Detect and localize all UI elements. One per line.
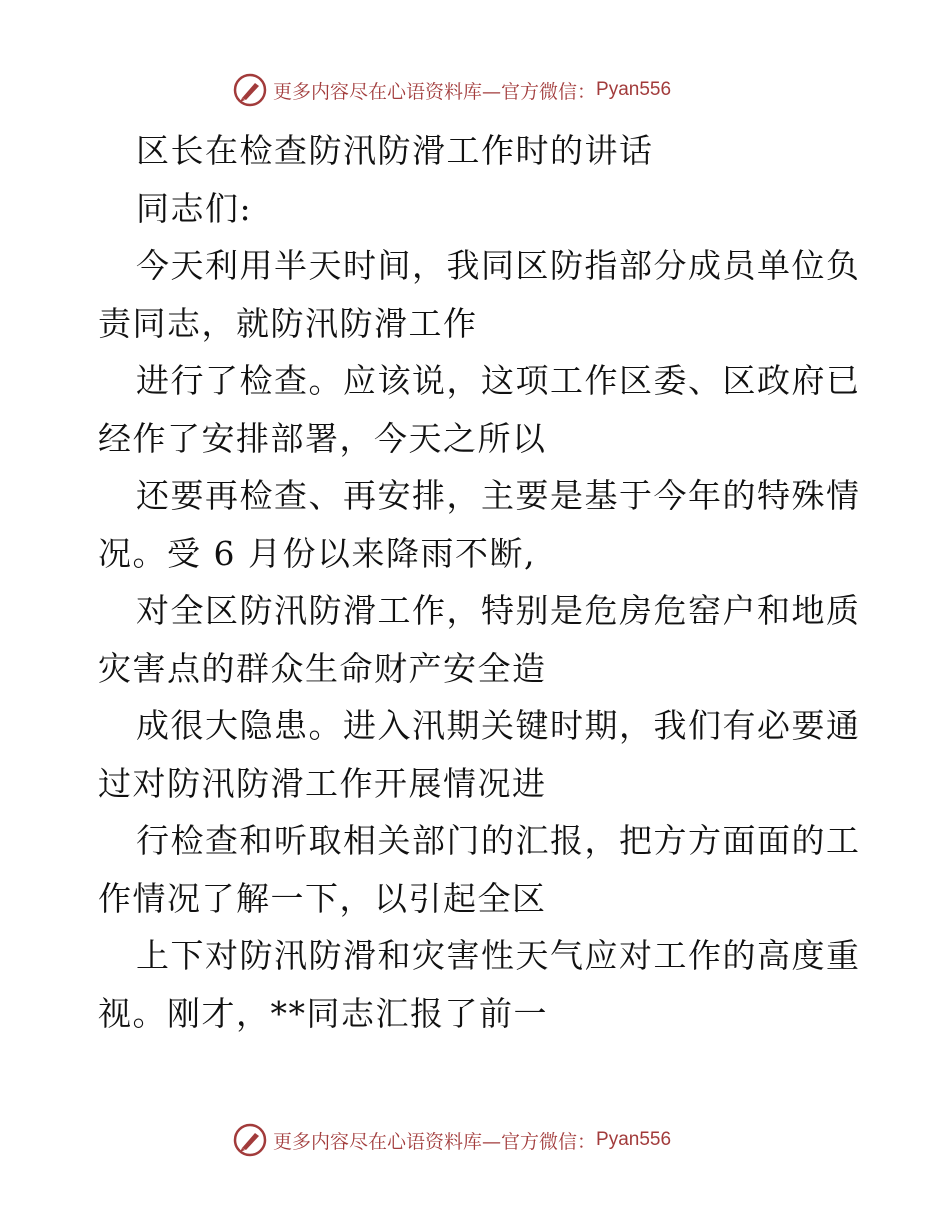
watermark-wechat-id: Pyan556 bbox=[596, 1129, 672, 1150]
paragraph-line: 视。刚才，**同志汇报了前一 bbox=[98, 993, 548, 1033]
paragraph-line: 还要再检查、再安排，主要是基于今年的特殊情 bbox=[136, 476, 861, 515]
paragraph-line: 上下对防汛防滑和灾害性天气应对工作的高度重 bbox=[136, 936, 861, 975]
paragraph-line: 灾害点的群众生命财产安全造 bbox=[98, 648, 547, 688]
pen-logo-icon bbox=[233, 1123, 267, 1157]
paragraph-line: 对全区防汛防滑工作，特别是危房危窑户和地质 bbox=[136, 591, 861, 630]
paragraph-line: 责同志，就防汛防滑工作 bbox=[98, 303, 478, 343]
document-body bbox=[98, 122, 861, 1042]
paragraph-line: 今天利用半天时间，我同区防指部分成员单位负 bbox=[136, 246, 861, 285]
footer-watermark bbox=[233, 1122, 671, 1158]
watermark-text: 更多内容尽在心语资料库—官方微信： bbox=[273, 1130, 597, 1153]
paragraph-line: 过对防汛防滑工作开展情况进 bbox=[98, 763, 547, 803]
paragraph-line: 经作了安排部署，今天之所以 bbox=[98, 418, 547, 458]
paragraph-line: 行检查和听取相关部门的汇报，把方方面面的工 bbox=[136, 821, 861, 860]
document-title: 区长在检查防汛防滑工作时的讲话 bbox=[136, 131, 654, 170]
watermark-wechat-id: Pyan556 bbox=[596, 79, 672, 100]
paragraph-line: 作情况了解一下，以引起全区 bbox=[98, 878, 547, 918]
paragraph-line: 进行了检查。应该说，这项工作区委、区政府已 bbox=[136, 361, 861, 400]
header-watermark bbox=[233, 72, 671, 108]
paragraph-line: 况。受 6 月份以来降雨不断, bbox=[98, 533, 536, 573]
paragraph-line: 同志们: bbox=[136, 188, 253, 228]
pen-logo-icon bbox=[233, 73, 267, 107]
watermark-text: 更多内容尽在心语资料库—官方微信： bbox=[273, 80, 597, 103]
paragraph-line: 成很大隐患。进入汛期关键时期，我们有必要通 bbox=[136, 706, 861, 745]
